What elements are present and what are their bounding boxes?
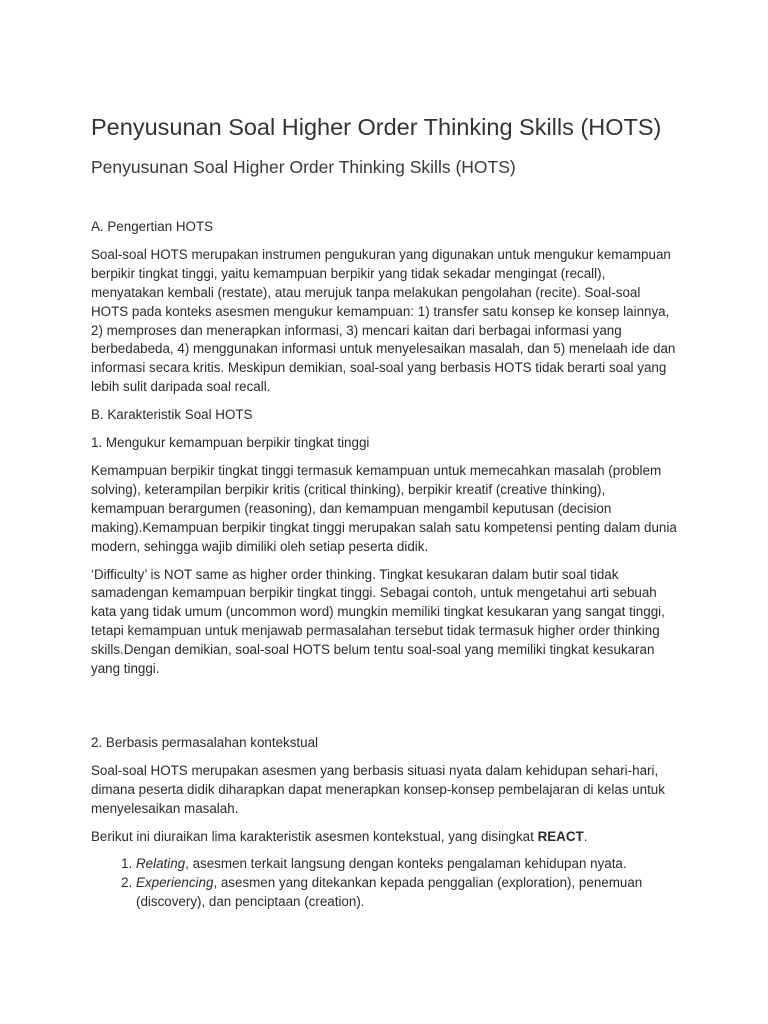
list-item-term: Relating: [136, 856, 186, 872]
section-b2-paragraph-2: [91, 828, 677, 847]
list-item: [136, 855, 677, 874]
list-item-text: , asesmen terkait langsung dengan konteks pengalaman kehidupan nyata.: [185, 856, 627, 872]
section-a-heading: A. Pengertian HOTS: [91, 219, 214, 234]
list-item-term: Experiencing: [136, 875, 214, 891]
react-list: [91, 855, 677, 912]
list-item-text: , asesmen yang ditekankan kepada penggalian (exploration), penemuan (discovery), dan penciptaan (creation).: [136, 875, 643, 910]
section-b2-heading: 2. Berbasis permasalahan kontekstual: [91, 734, 319, 750]
section-b1-paragraph-2: ‘Difficulty’ is NOT same as higher order thinking. Tingkat kesukaran dalam butir soal tidak samadengan kemampuan berpikir tingkat tinggi. Sebagai contoh, untuk mengetahui arti sebuah kata yang tidak umum (uncommon word) mungkin memiliki tingkat kesukaran yang sangat tinggi, tetapi kemampuan untuk menjawab permasalahan tersebut tidak termasuk higher order thinking skills.Dengan demikian, soal-soal HOTS belum tentu soal-soal yang memiliki tingkat kesukaran yang tinggi.: [91, 566, 665, 677]
section-b1-paragraph-1: Kemampuan berpikir tingkat tinggi termasuk kemampuan untuk memecahkan masalah (problem solving), keterampilan berpikir kritis (critical thinking), berpikir kreatif (creative thinking), kemampuan berargumen (reasoning), dan kemampuan mengambil keputusan (decision making).Kemampuan berpikir tingkat tinggi merupakan salah satu kompetensi penting dalam dunia modern, sehingga wajib dimiliki oleh setiap peserta didik.: [91, 462, 677, 554]
section-b1-heading: 1. Mengukur kemampuan berpikir tingkat tinggi: [91, 435, 370, 451]
page-subtitle: Penyusunan Soal Higher Order Thinking Skills (HOTS): [91, 157, 516, 177]
document-body: [91, 218, 677, 912]
page-title: Penyusunan Soal Higher Order Thinking Skills (HOTS): [91, 114, 662, 140]
section-b2-paragraph-1: Soal-soal HOTS merupakan asesmen yang berbasis situasi nyata dalam kehidupan sehari-hari, dimana peserta didik diharapkan dapat menerapkan konsep-konsep pembelajaran di kelas untuk menyelesaikan masalah.: [91, 762, 665, 816]
list-item: [136, 874, 677, 912]
spacer: [91, 688, 677, 734]
section-a-paragraph: Soal-soal HOTS merupakan instrumen pengukuran yang digunakan untuk mengukur kemampuan berpikir tingkat tinggi, yaitu kemampuan berpikir yang tidak sekadar mengingat (recall), menyatakan kembali (restate), atau merujuk tanpa melakukan pengolahan (recite). Soal-soal HOTS pada konteks asesmen mengukur kemampuan: 1) transfer satu konsep ke konsep lainnya, 2) memproses dan menerapkan informasi, 3) mencari kaitan dari berbagai informasi yang berbedabeda, 4) menggunakan informasi untuk menyelesaikan masalah, dan 5) menelaah ide dan informasi secara kritis. Meskipun demikian, soal-soal yang berbasis HOTS tidak berarti soal yang lebih sulit daripada soal recall.: [91, 246, 676, 395]
paragraph-prefix: Berikut ini diuraikan lima karakteristik asesmen kontekstual, yang disingkat: [91, 828, 538, 844]
paragraph-suffix: .: [583, 828, 588, 844]
react-acronym: REACT: [537, 828, 584, 844]
section-b-heading: B. Karakteristik Soal HOTS: [91, 407, 253, 423]
